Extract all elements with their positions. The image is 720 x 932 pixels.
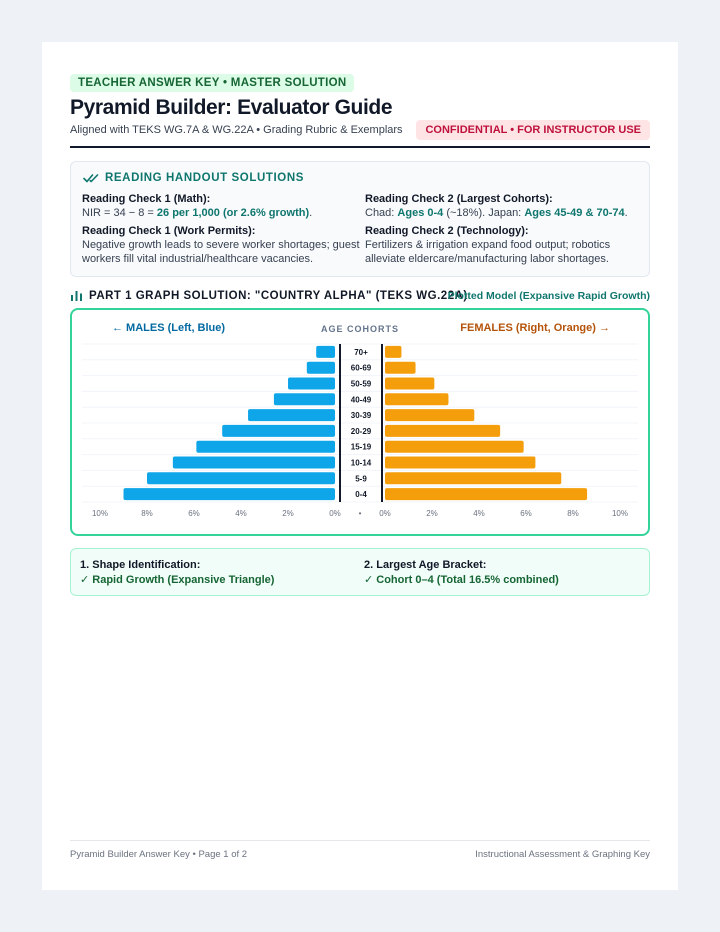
age-cohort-label: 5-9 <box>355 474 367 484</box>
center-tick-label: • <box>358 509 362 518</box>
population-pyramid-chart <box>72 310 648 534</box>
answer-bracket <box>364 558 559 588</box>
age-cohorts-label: AGE COHORTS <box>320 324 399 334</box>
female-bar <box>385 488 587 500</box>
answer-key-page <box>42 42 678 890</box>
rc2-cohorts-body <box>365 206 645 220</box>
confidential-badge: CONFIDENTIAL • FOR INSTRUCTOR USE <box>416 120 650 140</box>
handout-heading <box>83 172 304 184</box>
male-bar <box>196 441 335 453</box>
male-tick-label: 4% <box>235 509 247 518</box>
page-subtitle: Aligned with TEKS WG.7A & WG.22A • Grading Rubric & Exemplars <box>70 124 403 136</box>
bar-chart-icon <box>70 289 83 302</box>
footer-left: Pyramid Builder Answer Key • Page 1 of 2 <box>70 849 248 860</box>
female-tick-label: 6% <box>520 509 532 518</box>
rc1-math-answer: 26 per 1,000 (or 2.6% growth) <box>156 207 310 219</box>
female-bar <box>385 472 561 484</box>
rc1-math-text: NIR = 34 − 8 = <box>82 207 157 219</box>
male-bar <box>147 472 335 484</box>
footer-divider <box>70 840 650 841</box>
female-bar <box>385 346 401 358</box>
part1-note: Plotted Model (Expansive Rapid Growth) <box>447 290 650 302</box>
males-label: ← MALES (Left, Blue) <box>112 322 226 334</box>
rc2-japan-answer: Ages 45-49 & 70-74 <box>524 207 625 219</box>
answer-shape-value: ✓ Rapid Growth (Expansive Triangle) <box>80 574 275 586</box>
reading-handout-solutions <box>70 161 650 277</box>
rc1-permits-title: Reading Check 1 (Work Permits): <box>82 225 256 237</box>
rc2-chad-label: Chad: <box>365 207 398 219</box>
female-tick-label: 8% <box>567 509 579 518</box>
page-title: Pyramid Builder: Evaluator Guide <box>70 96 393 119</box>
rc1-math-title: Reading Check 1 (Math): <box>82 193 211 205</box>
age-cohort-label: 40-49 <box>350 395 372 405</box>
age-cohort-label: 30-39 <box>350 411 372 421</box>
age-cohort-label: 0-4 <box>355 490 367 500</box>
female-bar <box>385 457 535 469</box>
part1-heading-label: PART 1 GRAPH SOLUTION: "COUNTRY ALPHA" (TEKS WG.22A) <box>89 289 468 302</box>
handout-heading-label: READING HANDOUT SOLUTIONS <box>105 172 304 184</box>
male-tick-label: 6% <box>188 509 200 518</box>
age-cohort-label: 20-29 <box>350 426 372 436</box>
age-cohort-label: 60-69 <box>350 363 372 373</box>
answer-key-badge: TEACHER ANSWER KEY • MASTER SOLUTION <box>70 74 354 92</box>
age-cohort-label: 70+ <box>354 347 368 357</box>
female-tick-label: 4% <box>473 509 485 518</box>
rc2-chad-note: (~18%). Japan: <box>443 207 525 219</box>
female-bar <box>385 441 524 453</box>
male-tick-label: 8% <box>141 509 153 518</box>
female-bar <box>385 378 434 390</box>
male-bar <box>274 393 335 405</box>
male-tick-label: 0% <box>329 509 341 518</box>
male-bar <box>288 378 335 390</box>
females-label: FEMALES (Right, Orange) → <box>460 322 610 334</box>
age-cohort-label: 50-59 <box>350 379 372 389</box>
male-bar <box>307 362 335 374</box>
male-bar <box>248 409 335 421</box>
population-pyramid-panel <box>70 308 650 536</box>
answer-bracket-value: ✓ Cohort 0–4 (Total 16.5% combined) <box>364 574 559 586</box>
answer-shape-title: 1. Shape Identification: <box>80 559 201 571</box>
header-divider <box>70 146 650 148</box>
footer-right: Instructional Assessment & Graphing Key <box>475 849 650 860</box>
rc2-tech-title: Reading Check 2 (Technology): <box>365 225 529 237</box>
answer-bracket-title: 2. Largest Age Bracket: <box>364 559 487 571</box>
reading-check-2-cohorts <box>365 192 645 220</box>
graph-answers <box>70 548 650 596</box>
rc2-tech-text: Fertilizers & irrigation expand food output; robotics alleviate eldercare/manufacturing labor shortages. <box>365 239 611 265</box>
male-tick-label: 10% <box>91 509 109 518</box>
age-cohort-label: 15-19 <box>350 442 372 452</box>
male-tick-label: 2% <box>282 509 294 518</box>
female-bar <box>385 393 448 405</box>
age-cohort-label: 10-14 <box>350 458 372 468</box>
rc1-math-body <box>82 206 362 220</box>
female-bar <box>385 409 474 421</box>
reading-check-2-tech <box>365 224 637 266</box>
part1-heading <box>70 289 468 302</box>
double-check-icon <box>83 172 99 184</box>
reading-check-1-math <box>82 192 362 220</box>
rc2-cohorts-end: . <box>624 207 628 219</box>
reading-check-1-permits <box>82 224 360 266</box>
female-bar <box>385 425 500 437</box>
female-bar <box>385 362 416 374</box>
male-bar <box>173 457 335 469</box>
rc2-cohorts-title: Reading Check 2 (Largest Cohorts): <box>365 193 553 205</box>
male-bar <box>124 488 336 500</box>
rc2-chad-answer: Ages 0-4 <box>397 207 444 219</box>
male-bar <box>316 346 335 358</box>
answer-shape <box>80 558 274 588</box>
rc1-math-end: . <box>309 207 313 219</box>
female-tick-label: 10% <box>611 509 629 518</box>
female-tick-label: 2% <box>426 509 438 518</box>
rc1-permits-text: Negative growth leads to severe worker shortages; guest workers fill vital industrial/healthcare vacancies. <box>82 239 360 265</box>
female-tick-label: 0% <box>379 509 391 518</box>
male-bar <box>222 425 335 437</box>
